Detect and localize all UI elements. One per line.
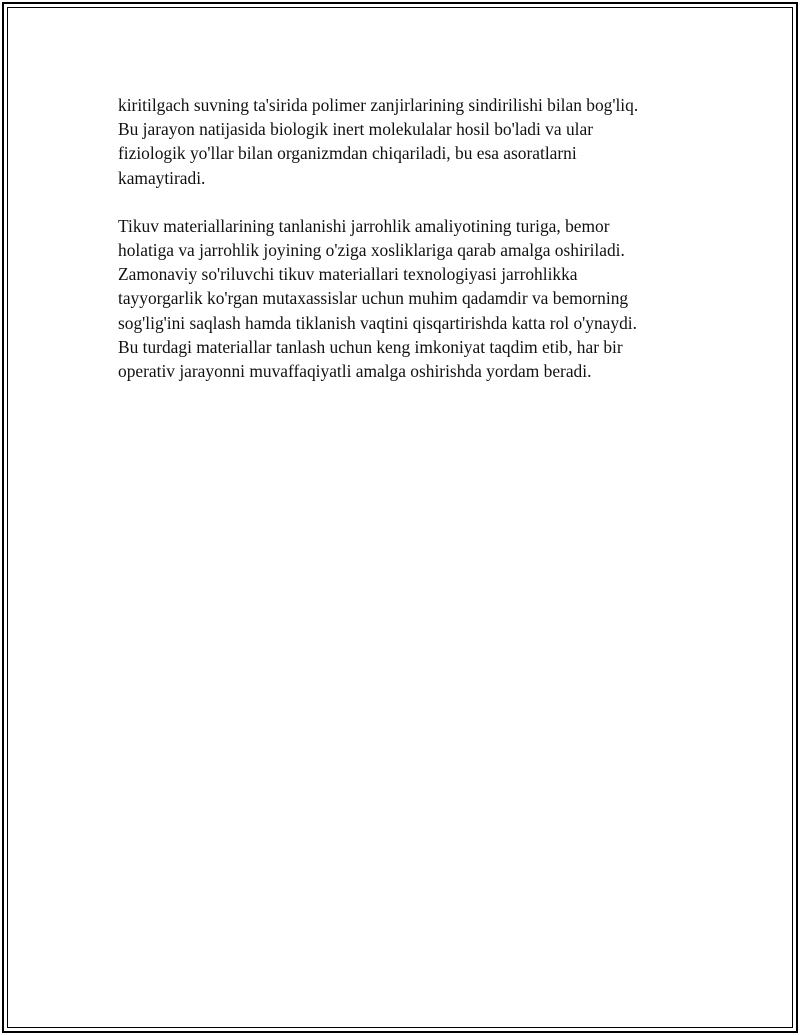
document-body	[118, 93, 678, 407]
text-line: tayyorgarlik ko'rgan mutaxassislar uchun muhim qadamdir va bemorning	[118, 288, 629, 309]
text-line: operativ jarayonni muvaffaqiyatli amalga oshirishda yordam beradi.	[118, 361, 592, 382]
text-line: holatiga va jarrohlik joyining o'ziga xosliklariga qarab amalga oshiriladi.	[118, 240, 625, 261]
paragraph-2	[118, 214, 678, 383]
text-line: Bu jarayon natijasida biologik inert molekulalar hosil bo'ladi va ular	[118, 119, 593, 140]
text-line: kiritilgach suvning ta'sirida polimer zanjirlarining sindirilishi bilan bog'liq.	[118, 95, 639, 115]
text-line: fiziologik yo'llar bilan organizmdan chiqariladi, bu esa asoratlarni	[118, 143, 577, 164]
text-line: kamaytiradi.	[118, 167, 206, 188]
text-line: Bu turdagi materiallar tanlash uchun keng imkoniyat taqdim etib, har bir	[118, 336, 623, 357]
text-line: Tikuv materiallarining tanlanishi jarrohlik amaliyotining turiga, bemor	[118, 215, 610, 236]
text-line: Zamonaviy so'riluvchi tikuv materiallari texnologiyasi jarrohlikka	[118, 264, 578, 285]
paragraph-1	[118, 93, 678, 190]
text-line: sog'lig'ini saqlash hamda tiklanish vaqtini qisqartirishda katta rol o'ynaydi.	[118, 312, 637, 333]
